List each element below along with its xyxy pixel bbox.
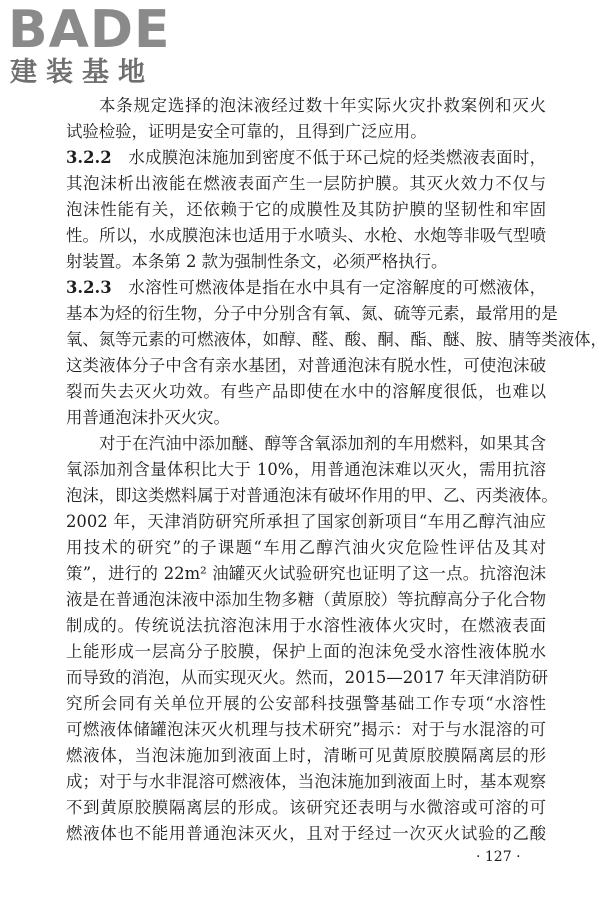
text-line: 泡沫性能有关，还依赖于它的成膜性及其防护膜的坚韧性和牢固: [66, 200, 546, 219]
text-line: 裂而失去灭火功效。有些产品即使在水中的溶解度很低，也难以: [66, 382, 546, 401]
text-line: 制成的。传统说法抗溶泡沫用于水溶性液体火灾时，在燃液表面: [66, 616, 546, 635]
text-line: 氧添加剂含量体积比大于 10%，用普通泡沫难以灭火，需用抗溶: [66, 460, 546, 479]
text-line: 性。所以，水成膜泡沫也适用于水喷头、水枪、水炮等非吸气型喷: [66, 226, 546, 245]
text-line: 究所会同有关单位开展的公安部科技强警基础工作专项“水溶性: [66, 694, 546, 713]
page-number: · 127 ·: [476, 849, 521, 865]
document-body: [66, 93, 607, 847]
section-3-2-3-first-line: [66, 275, 546, 301]
text-line: 泡沫，即这类燃料属于对普通泡沫有破坏作用的甲、乙、丙类液体。: [66, 486, 558, 505]
text-line: 策”，进行的 22m² 油罐灭火试验研究也证明了这一点。抗溶泡沫: [66, 564, 546, 583]
section-number: 3.2.2: [66, 148, 112, 167]
bade-logo: [8, 0, 178, 88]
text-line: 而导致的消泡，从而实现灭火。然而，2015—2017 年天津消防研: [66, 668, 549, 687]
text-line: 用技术的研究”的子课题“车用乙醇汽油火灾危险性评估及其对: [66, 538, 546, 557]
text-line: 成；对于与水非混溶可燃液体，当泡沫施加到液面上时，基本观察: [66, 772, 546, 791]
text-line: 2002 年，天津消防研究所承担了国家创新项目“车用乙醇汽油应: [66, 512, 546, 531]
text-line: 用普通泡沫扑灭火灾。: [66, 408, 230, 427]
logo-subtitle: 建装基地: [10, 57, 154, 88]
text-line: 这类液体分子中含有亲水基团，对普通泡沫有脱水性，可使泡沫破: [66, 356, 546, 375]
text-line: 射装置。本条第 2 款为强制性条文，必须严格执行。: [66, 252, 448, 271]
text-line: 燃液体，当泡沫施加到液面上时，清晰可见黄原胶膜隔离层的形: [66, 746, 546, 765]
text-line: 其泡沫析出液能在燃液表面产生一层防护膜。其灭火效力不仅与: [66, 174, 546, 193]
section-3-2-2-first-line: [66, 145, 546, 171]
text-line: 氧、氮等元素的可燃液体，如醇、醛、酸、酮、酯、醚、胺、腈等类液体，: [66, 330, 607, 349]
section-number: 3.2.3: [66, 278, 112, 297]
text-line: 不到黄原胶膜隔离层的形成。该研究还表明与水微溶或可溶的可: [66, 798, 546, 817]
text-line: 燃液体也不能用普通泡沫灭火，且对于经过一次灭火试验的乙酸: [66, 824, 546, 843]
text-line: 试验检验，证明是安全可靠的，且得到广泛应用。: [66, 122, 427, 141]
section-text: 水溶性可燃液体是指在水中具有一定溶解度的可燃液体，: [128, 278, 546, 297]
text-line: 基本为烃的衍生物，分子中分别含有氧、氮、硫等元素，最常用的是: [66, 304, 558, 323]
text-line: 对于在汽油中添加醚、醇等含氧添加剂的车用燃料，如果其含: [99, 434, 546, 453]
logo-brand: BADE: [8, 0, 171, 60]
text-line: 液是在普通泡沫液中添加生物多糖（黄原胶）等抗醇高分子化合物: [66, 590, 546, 609]
text-line: 本条规定选择的泡沫液经过数十年实际火灾扑救案例和灭火: [99, 96, 546, 115]
text-line: 可燃液体储罐泡沫灭火机理与技术研究”揭示：对于与水混溶的可: [66, 720, 546, 739]
text-line: 上能形成一层高分子胶膜，保护上面的泡沫免受水溶性液体脱水: [66, 642, 546, 661]
section-text: 水成膜泡沫施加到密度不低于环己烷的烃类燃液表面时，: [128, 148, 546, 167]
